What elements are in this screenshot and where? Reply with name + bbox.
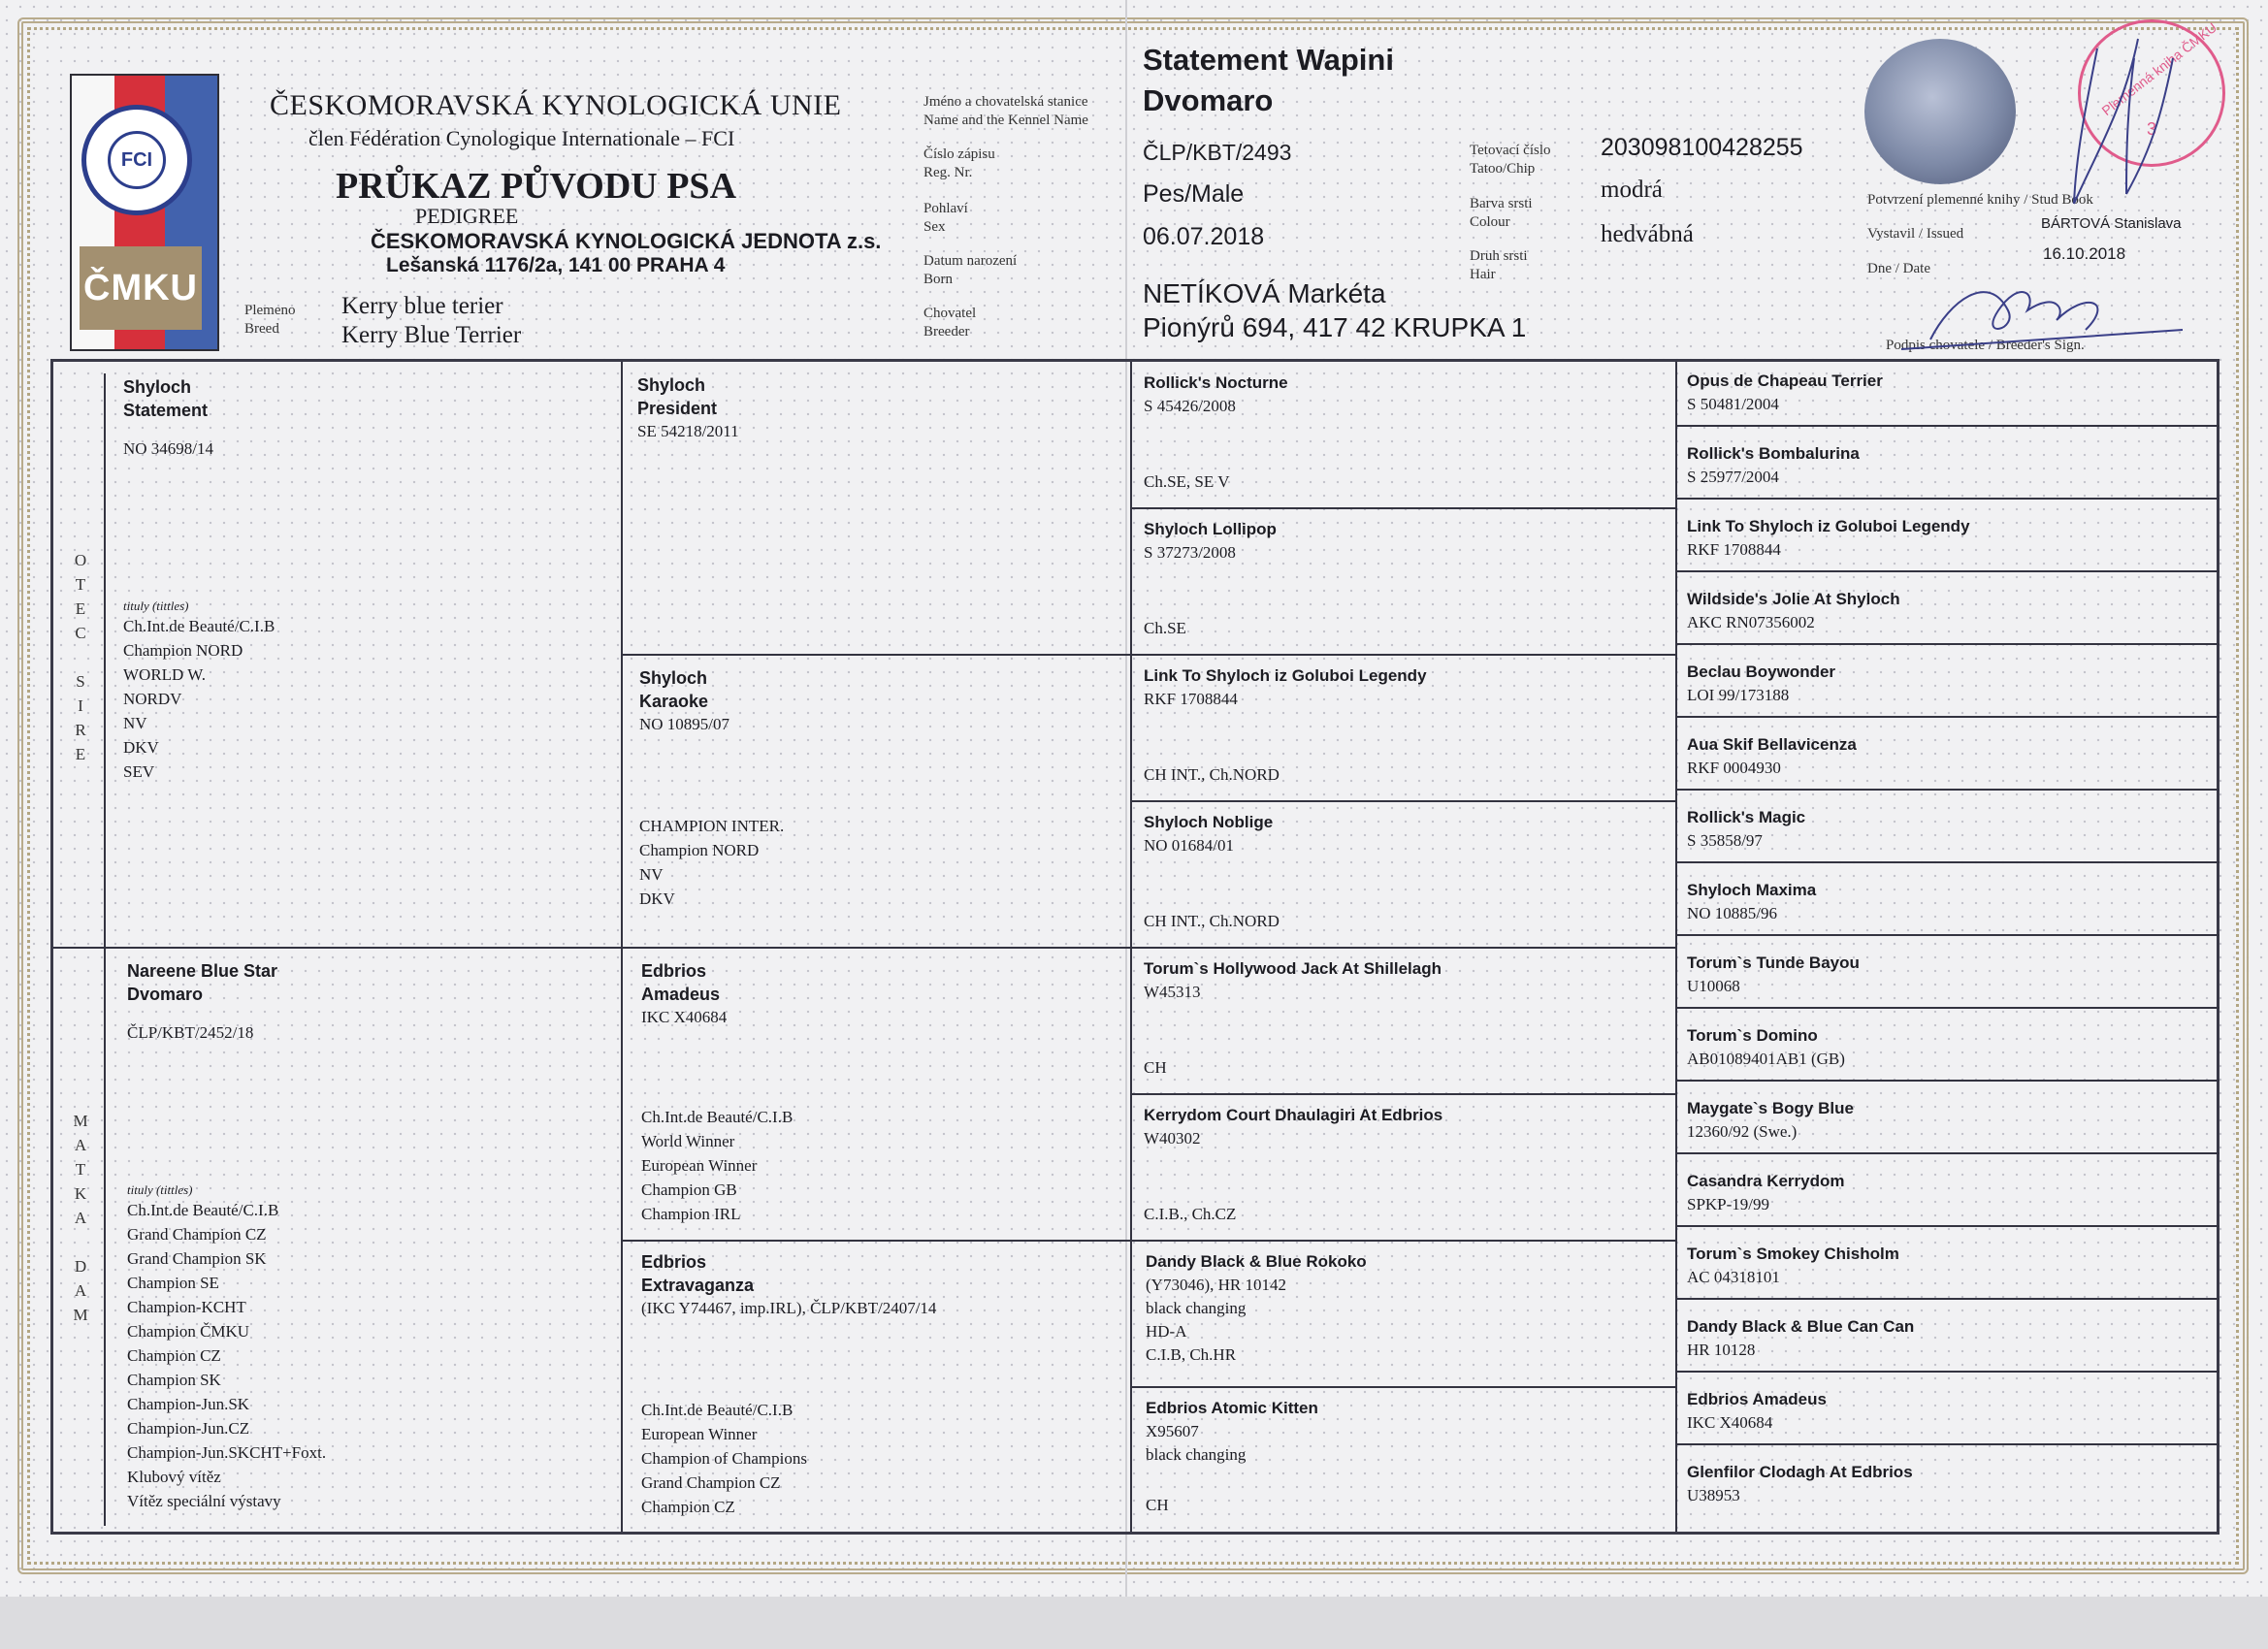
gen3-cell: Shyloch Noblige NO 01684/01 — [1144, 813, 1274, 855]
gen4-cell: Link To Shyloch iz Goluboi Legendy RKF 1708844 — [1687, 517, 1970, 559]
label-born-cz: Datum narození — [923, 253, 1018, 269]
label-colour-cz: Barva srsti — [1470, 196, 1533, 211]
dog-reg: ČLP/KBT/2493 — [1143, 140, 1292, 165]
studbook-stamp: Plemenná kniha ČMKU 3 — [2078, 19, 2225, 167]
gen3-cell: Kerrydom Court Dhaulagiri At Edbrios W40302 — [1144, 1106, 1443, 1148]
gen3-titles: C.I.B., Ch.CZ — [1144, 1205, 1237, 1223]
label-reg-en: Reg. Nr. — [923, 165, 973, 180]
logo-block — [70, 74, 219, 351]
label-date: Dne / Date — [1867, 261, 1930, 276]
signature-scribbles — [1872, 19, 2241, 359]
gen4-cell: Opus de Chapeau Terrier S 50481/2004 — [1687, 372, 1883, 413]
pedigree-table — [50, 359, 2219, 1535]
label-issued: Vystavil / Issued — [1867, 226, 1964, 242]
gen3-cell: Dandy Black & Blue Rokoko (Y73046), HR 10142 black changing HD-A C.I.B, Ch.HR — [1146, 1252, 1367, 1364]
label-born-en: Born — [923, 272, 953, 287]
granddam-paternal-titles: CHAMPION INTER. Champion NORD NV DKV — [639, 817, 785, 908]
issue-date: 16.10.2018 — [2043, 244, 2126, 263]
gen4-cell: Torum`s Smokey Chisholm AC 04318101 — [1687, 1245, 1899, 1286]
gen3-titles: CH INT., Ch.NORD — [1144, 765, 1280, 784]
label-tattoo-cz: Tetovací číslo — [1470, 143, 1551, 158]
gen3-cell: Shyloch Lollipop S 37273/2008 — [1144, 520, 1277, 562]
label-breeder-cz: Chovatel — [923, 306, 977, 321]
issued-by: BÁRTOVÁ Stanislava — [2041, 215, 2182, 232]
gen3-titles: CH INT., Ch.NORD — [1144, 912, 1280, 930]
breeder-address: Pionýrů 694, 417 42 KRUPKA 1 — [1143, 312, 1527, 342]
gen3-cell: Link To Shyloch iz Goluboi Legendy RKF 1708844 — [1144, 666, 1427, 708]
label-hair-cz: Druh srsti — [1470, 248, 1528, 264]
gen4-cell: Torum`s Tunde Bayou U10068 — [1687, 954, 1860, 995]
gen3-titles: CH — [1146, 1496, 1169, 1514]
dam-cell: Nareene Blue Star Dvomaro ČLP/KBT/2452/18 — [127, 961, 278, 1042]
label-name-en: Name and the Kennel Name — [923, 113, 1088, 128]
breed-en: Kerry Blue Terrier — [341, 322, 522, 348]
gen4-cell: Glenfilor Clodagh At Edbrios U38953 — [1687, 1463, 1913, 1504]
gen4-cell: Torum`s Domino AB01089401AB1 (GB) — [1687, 1026, 1845, 1068]
gen4-cell: Edbrios Amadeus IKC X40684 — [1687, 1390, 1827, 1432]
gen4-cell: Shyloch Maxima NO 10885/96 — [1687, 881, 1817, 922]
breeder-name: NETÍKOVÁ Markéta — [1143, 278, 1386, 308]
grandsire-maternal: Edbrios Amadeus IKC X40684 — [641, 961, 728, 1026]
dog-name-line2: Dvomaro — [1143, 83, 1274, 117]
gen4-cell: Aua Skif Bellavicenza RKF 0004930 — [1687, 735, 1857, 777]
gen4-cell: Rollick's Bombalurina S 25977/2004 — [1687, 444, 1860, 486]
dam-titles: tituly (tittles) Ch.Int.de Beauté/C.I.B Grand Champion CZ Grand Champion SK Champion SE Champion-KCHT Champion ČMKU Champion CZ Champion SK Champion-Jun.SK Champion-Jun.CZ Champion-Jun.SKCHT+Foxt. Klubový vítěz Vítěz speciální výstavy — [127, 1182, 327, 1510]
sire-titles: tituly (tittles) Ch.Int.de Beauté/C.I.B Champion NORD WORLD W. NORDV NV DKV SEV — [123, 598, 275, 781]
granddam-maternal: Edbrios Extravaganza (IKC Y74467, imp.IRL), ČLP/KBT/2407/14 — [641, 1252, 937, 1317]
dog-born: 06.07.2018 — [1143, 223, 1265, 250]
dam-label: M A T K A D A M — [73, 1112, 88, 1324]
page-title: PRŮKAZ PŮVODU PSA — [336, 166, 737, 207]
gen4-cell: Beclau Boywonder LOI 99/173188 — [1687, 663, 1836, 704]
page-subtitle: PEDIGREE — [415, 204, 519, 228]
label-breeder-en: Breeder — [923, 324, 970, 340]
org-line1: ČESKOMORAVSKÁ KYNOLOGICKÁ UNIE — [270, 89, 842, 121]
gen4-cell: Maygate`s Bogy Blue 12360/92 (Swe.) — [1687, 1099, 1854, 1141]
gen4-cell: Casandra Kerrydom SPKP-19/99 — [1687, 1172, 1845, 1213]
fci-logo: FCI — [81, 105, 192, 215]
grandsire-maternal-titles: Ch.Int.de Beauté/C.I.B World Winner European Winner Champion GB Champion IRL — [641, 1108, 794, 1223]
label-colour-en: Colour — [1470, 214, 1510, 230]
grandsire-paternal: Shyloch President SE 54218/2011 — [637, 375, 739, 440]
gen3-cell: Edbrios Atomic Kitten X95607 black changing — [1146, 1399, 1318, 1464]
gen3-cell: Rollick's Nocturne S 45426/2008 — [1144, 373, 1288, 415]
dog-colour: modrá — [1601, 177, 1663, 203]
org-line2: člen Fédération Cynologique Internationale – FCI — [308, 126, 735, 150]
sire-cell: Shyloch Statement NO 34698/14 — [123, 377, 214, 458]
gen4-cell: Dandy Black & Blue Can Can HR 10128 — [1687, 1317, 1915, 1359]
scan-margin — [0, 1597, 2268, 1649]
gen3-cell: Torum`s Hollywood Jack At Shillelagh W45313 — [1144, 959, 1442, 1001]
label-sex-en: Sex — [923, 219, 946, 235]
label-reg-cz: Číslo zápisu — [923, 146, 995, 162]
gen3-titles: CH — [1144, 1058, 1167, 1077]
label-tattoo-en: Tatoo/Chip — [1470, 161, 1536, 177]
dog-chip: 203098100428255 — [1601, 134, 1803, 161]
label-studbook: Potvrzení plemenné knihy / Stud Book — [1867, 192, 2093, 208]
org-address: Lešanská 1176/2a, 141 00 PRAHA 4 — [386, 254, 726, 276]
label-hair-en: Hair — [1470, 267, 1496, 282]
gen3-titles: Ch.SE, SE V — [1144, 472, 1230, 491]
org-line3: ČESKOMORAVSKÁ KYNOLOGICKÁ JEDNOTA z.s. — [371, 229, 882, 253]
gen4-cell: Rollick's Magic S 35858/97 — [1687, 808, 1806, 850]
dog-sex: Pes/Male — [1143, 180, 1245, 208]
granddam-paternal: Shyloch Karaoke NO 10895/07 — [639, 668, 730, 733]
dog-name-line1: Statement Wapini — [1143, 43, 1394, 77]
breed-label-cz: Plemeno — [244, 303, 296, 318]
dog-hair: hedvábná — [1601, 221, 1694, 247]
gen3-titles: Ch.SE — [1144, 619, 1186, 637]
gen4-cell: Wildside's Jolie At Shyloch AKC RN07356002 — [1687, 590, 1900, 631]
sire-label: O T E C S I R E — [74, 551, 87, 763]
label-sex-cz: Pohlaví — [923, 201, 968, 216]
breed-cz: Kerry blue terier — [341, 293, 503, 319]
breed-label-en: Breed — [244, 321, 279, 337]
label-breeder-sign: Podpis chovatele / Breeder's Sign. — [1886, 338, 2085, 353]
cmku-logo: ČMKU — [80, 246, 202, 330]
granddam-maternal-titles: Ch.Int.de Beauté/C.I.B European Winner Champion of Champions Grand Champion CZ Champion CZ — [641, 1401, 807, 1516]
label-name-cz: Jméno a chovatelská stanice — [923, 94, 1088, 110]
